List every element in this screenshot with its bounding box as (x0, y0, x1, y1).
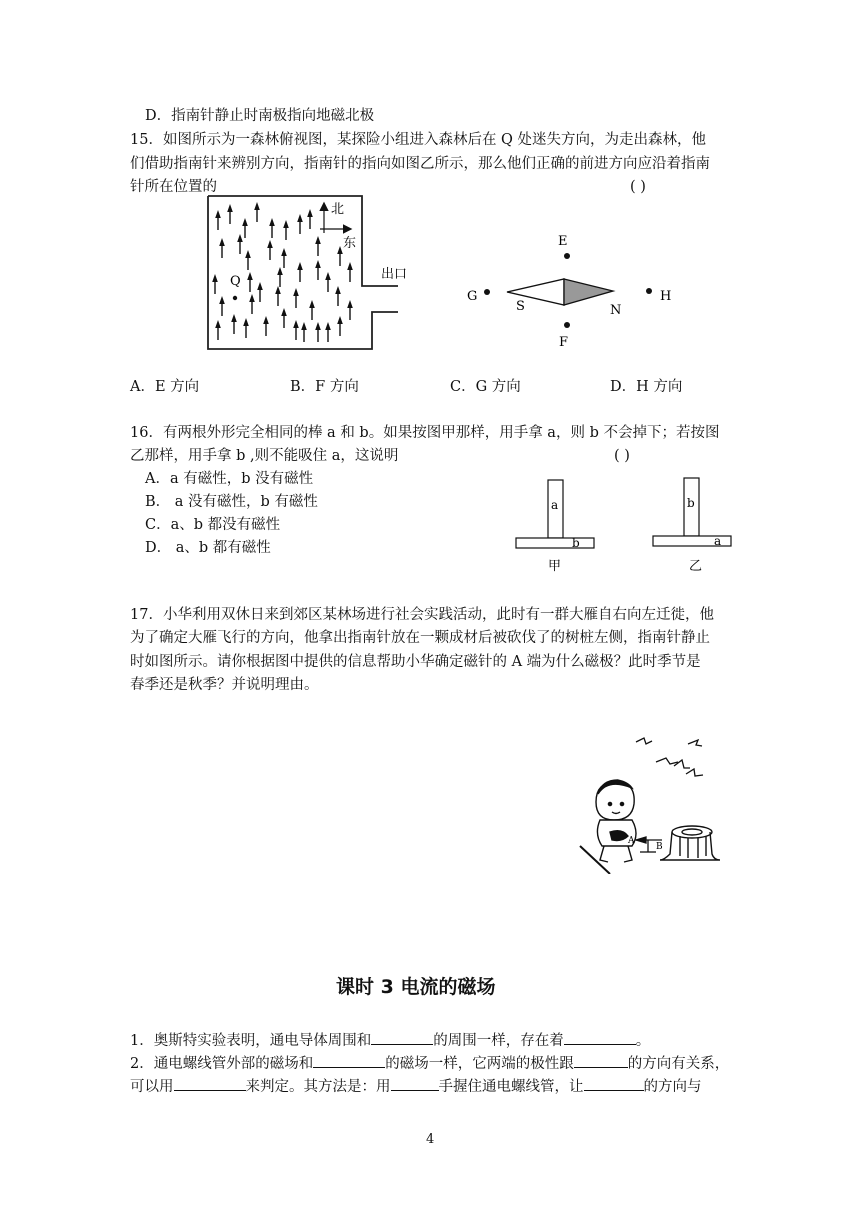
tree-stump (660, 826, 720, 860)
q15-option-d: D．H 方向 (610, 379, 683, 395)
l3-q2-part-4: 可以用 (130, 1079, 174, 1095)
q16-option-c: C．a、b 都没有磁性 (145, 517, 281, 533)
l3-q2-part-5: 来判定。其方法是：用 (245, 1079, 391, 1095)
forest-trees (212, 202, 353, 342)
needle-north-half (564, 279, 613, 305)
l3-q1-line (130, 1030, 650, 1051)
boy-figure (580, 780, 636, 874)
l3-q2-blank-3[interactable] (174, 1076, 246, 1091)
point-f (564, 322, 570, 328)
l3-q2-blank-5[interactable] (584, 1076, 644, 1091)
q15-answer-paren: ( ) (630, 179, 646, 195)
point-g (484, 289, 490, 295)
page-number: 4 (426, 1132, 435, 1147)
l3-q2-part-3: 的方向有关系， (627, 1056, 730, 1072)
q15-option-b: B．F 方向 (290, 379, 359, 395)
q16-text-line-1: 16．有两根外形完全相同的棒 a 和 b。如果按图甲那样，用手拿 a，则 b 不会掉下；若按图 (130, 425, 720, 441)
north-label: 北 (331, 202, 345, 217)
needle-end-a-label: A (628, 836, 635, 846)
l3-q1-part-1: 1．奥斯特实验表明，通电导体周围和 (130, 1033, 372, 1049)
label-h: H (660, 289, 672, 304)
q15-option-a: A．E 方向 (130, 379, 200, 395)
label-s: S (516, 299, 525, 314)
q16-option-a: A．a 有磁性，b 没有磁性 (145, 471, 314, 487)
q17-text-line-2: 为了确定大雁飞行的方向，他拿出指南针放在一颗成材后被砍伐了的树桩左侧，指南针静止 (130, 630, 710, 646)
yi-caption: 乙 (689, 559, 703, 574)
q-label: Q (230, 274, 241, 289)
figure-jia (510, 476, 606, 576)
q16-answer-paren: ( ) (614, 448, 630, 464)
point-q (233, 296, 237, 300)
needle-end-b-label: B (656, 842, 663, 852)
l3-q2-blank-1[interactable] (313, 1053, 385, 1068)
boy-compass-illustration (570, 728, 740, 874)
l3-q2-part-6: 手握住通电螺线管，让 (438, 1079, 584, 1095)
l3-q2-part-7: 的方向与 (643, 1079, 702, 1095)
l3-q1-blank-1[interactable] (371, 1030, 433, 1045)
forest-boundary-top (208, 196, 398, 286)
label-e: E (558, 234, 568, 249)
q15-option-c: C．G 方向 (450, 379, 521, 395)
yi-bar-b-label: b (687, 496, 695, 510)
label-g: G (467, 289, 478, 304)
jia-bar-b-label: b (572, 536, 580, 550)
l3-q2-blank-2[interactable] (574, 1053, 628, 1068)
q15-text-line-1: 15．如图所示为一森林俯视图，某探险小组进入森林后在 Q 处迷失方向，为走出森林，他 (130, 132, 707, 148)
jia-bar-a-label: a (551, 498, 559, 512)
figure-yi (648, 476, 744, 576)
point-h (646, 288, 652, 294)
compass-diagram (460, 228, 690, 352)
yi-bar-a-label: a (714, 534, 722, 548)
l3-q2-line-1 (130, 1053, 729, 1074)
geese-flock (636, 738, 703, 776)
jia-bar-b (516, 538, 594, 548)
point-e (564, 253, 570, 259)
l3-q1-part-3: 。 (635, 1033, 651, 1049)
q15-text-line-3: 针所在位置的 (130, 179, 217, 195)
q14-option-d: D．指南针静止时南极指向地磁北极 (145, 108, 375, 124)
exit-label: 出口 (381, 267, 408, 282)
l3-q2-line-2 (130, 1076, 702, 1097)
q16-option-d: D． a、b 都有磁性 (145, 540, 271, 556)
q17-text-line-4: 春季还是秋季？并说明理由。 (130, 677, 319, 693)
l3-q1-blank-2[interactable] (564, 1030, 636, 1045)
label-f: F (559, 335, 569, 350)
q16-text-line-2: 乙那样，用手拿 b ,则不能吸住 a，这说明 (130, 448, 399, 464)
forest-diagram (200, 192, 430, 354)
q17-text-line-1: 17．小华利用双休日来到郊区某林场进行社会实践活动，此时有一群大雁自右向左迁徙，他 (130, 607, 714, 623)
l3-q2-part-2: 的磁场一样，它两端的极性跟 (385, 1056, 574, 1072)
l3-q2-part-1: 2．通电螺线管外部的磁场和 (130, 1056, 314, 1072)
l3-q2-blank-4[interactable] (391, 1076, 439, 1091)
section-title: 课时 3 电流的磁场 (336, 976, 496, 998)
east-label: 东 (343, 236, 357, 251)
q17-text-line-3: 时如图所示。请你根据图中提供的信息帮助小华确定磁针的 A 端为什么磁极？此时季节是 (130, 654, 701, 670)
q16-option-b: B． a 没有磁性，b 有磁性 (145, 494, 318, 510)
q15-text-line-2: 们借助指南针来辨别方向，指南针的指向如图乙所示，那么他们正确的前进方向应沿着指南 (130, 156, 710, 172)
label-n: N (610, 303, 622, 318)
jia-caption: 甲 (548, 559, 562, 574)
l3-q1-part-2: 的周围一样，存在着 (433, 1033, 564, 1049)
